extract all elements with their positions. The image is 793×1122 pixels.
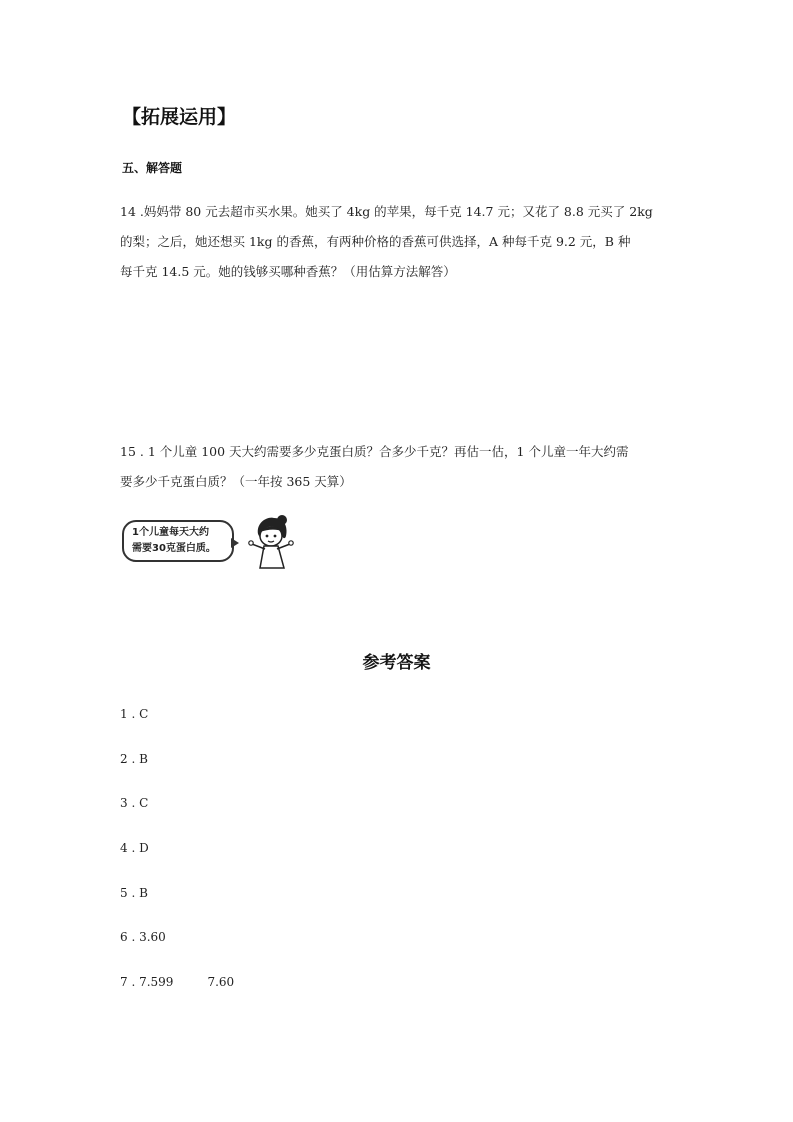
answer-text: 3 . C (120, 796, 149, 811)
answer-text: 7 . 7.599 (120, 975, 174, 990)
answer-item (120, 702, 520, 747)
girl-illustration-icon (238, 514, 302, 570)
question-15-illustration (120, 514, 310, 570)
answer-key-title: 参考答案 (362, 653, 431, 673)
answer-item (120, 836, 520, 881)
answer-text: 1 . C (120, 707, 149, 721)
speech-bubble-line: 1个儿童每天大约 (132, 527, 209, 538)
question-15-line: 要多少千克蛋白质？（一年按 365 天算） (120, 474, 352, 489)
answer-text: 2 . B (120, 751, 148, 766)
answer-item (120, 925, 520, 970)
answer-text-second: 7.60 (207, 975, 235, 990)
answer-item (120, 791, 520, 836)
answer-text: 6 . 3.60 (120, 930, 166, 945)
answer-text: 5 . B (120, 885, 148, 900)
question-14-line: 的梨；之后，她还想买 1kg 的香蕉，有两种价格的香蕉可供选择，A 种每千克 9.2 元，B 种 (120, 234, 631, 249)
speech-bubble-line: 需要30克蛋白质。 (132, 543, 216, 554)
answer-item (120, 881, 520, 926)
question-15 (120, 437, 680, 497)
answer-item (120, 747, 520, 792)
answer-item (120, 970, 520, 1015)
question-14 (120, 197, 680, 287)
question-15-line: 15 . 1 个儿童 100 天大约需要多少克蛋白质？合多少千克？再估一估，1 个儿童一年大约需 (120, 444, 629, 459)
speech-bubble (122, 520, 234, 562)
question-14-line: 14 .妈妈带 80 元去超市买水果。她买了 4kg 的苹果，每千克 14.7 元；又花了 8.8 元买了 2kg (120, 204, 653, 219)
section-heading: 【拓展运用】 (122, 106, 237, 128)
problem-type-heading: 五、解答题 (122, 161, 183, 175)
question-14-line: 每千克 14.5 元。她的钱够买哪种香蕉？（用估算方法解答） (120, 264, 456, 279)
answer-list (120, 702, 520, 1015)
answer-text: 4 . D (120, 841, 149, 856)
